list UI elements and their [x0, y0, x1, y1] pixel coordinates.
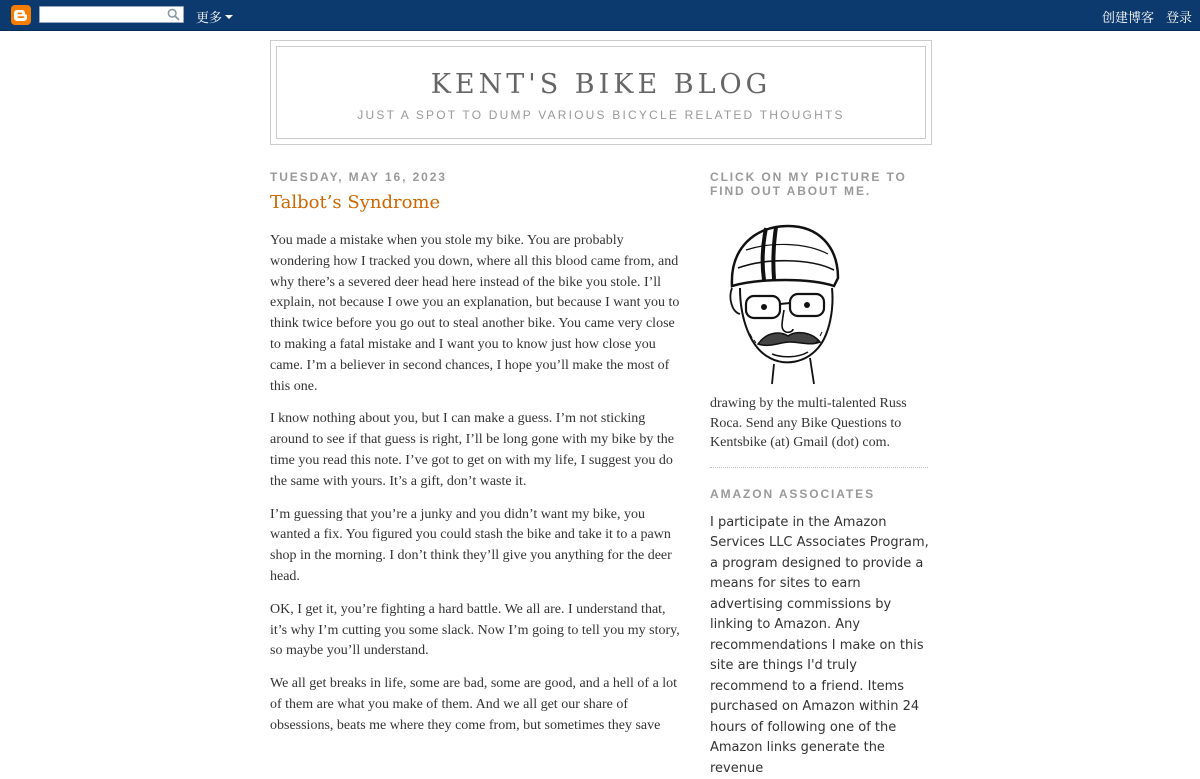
profile-widget: [710, 170, 932, 453]
profile-caption: drawing by the multi-talented Russ Roca. Send any Bike Questions to Kentsbike (at) Gmail (dot) com.: [710, 394, 932, 453]
login-link[interactable]: 登录: [1166, 7, 1192, 26]
blogger-logo-icon[interactable]: [11, 5, 31, 25]
blog-title[interactable]: KENT'S BIKE BLOG: [277, 47, 925, 100]
navbar-right-links: [1102, 7, 1192, 26]
main-column: [270, 170, 682, 749]
amazon-associates-widget: [710, 487, 932, 779]
navbar-search-box: [39, 6, 184, 23]
post-body: [270, 231, 682, 737]
post-paragraph: OK, I get it, you’re fighting a hard battle. We all are. I understand that, it’s why I’m cutting you some slack. Now I’m going to tell you my story, so maybe you’ll understand.: [270, 600, 682, 662]
post-title-link[interactable]: Talbot’s Syndrome: [270, 192, 440, 213]
post-paragraph: I know nothing about you, but I can make a guess. I’m not sticking around to see if that guess is right, I’ll be long gone with my bike by the time you read this note. I’ve got to get on with my life, I suggest you do the same with yours. It’s a gift, don’t waste it.: [270, 409, 682, 492]
post-title: [270, 192, 682, 213]
create-blog-link[interactable]: 创建博客: [1102, 7, 1154, 26]
blog-header-inner: [276, 46, 926, 139]
search-icon[interactable]: [167, 8, 180, 21]
amazon-disclosure-text: I participate in the Amazon Services LLC Associates Program, a program designed to provide a means for sites to earn advertising commissions by linking to Amazon. Any recommendations I make on this site are things I'd truly recommend to a friend. Items purchased on Amazon within 24 hours of following one of the Amazon links generate the revenue: [710, 513, 932, 779]
post-paragraph: I’m guessing that you’re a junky and you didn’t want my bike, you wanted a fix. You figured you could stash the bike and take it to a pawn shop in the morning. I don’t think they’ll give you anything for the deer head.: [270, 505, 682, 588]
post-date: TUESDAY, MAY 16, 2023: [270, 170, 682, 184]
blogger-navbar: [0, 0, 1200, 31]
post-paragraph: We all get breaks in life, some are bad, some are good, and a hell of a lot of them are what you make of them. And we all get our share of obsessions, beats me where they come from, but sometimes they save: [270, 674, 682, 736]
sidebar: [710, 170, 932, 779]
navbar-search-input[interactable]: [40, 12, 168, 27]
blog-description: JUST A SPOT TO DUMP VARIOUS BICYCLE RELATED THOUGHTS: [277, 108, 925, 122]
amazon-widget-title: AMAZON ASSOCIATES: [710, 487, 932, 501]
blog-header: [270, 40, 932, 145]
caret-down-icon: [225, 14, 233, 20]
profile-widget-title: CLICK ON MY PICTURE TO FIND OUT ABOUT ME.: [710, 170, 932, 198]
widget-divider: [710, 467, 928, 468]
navbar-more-menu[interactable]: [196, 7, 233, 26]
navbar-more-label: 更多: [196, 7, 222, 26]
post-paragraph: You made a mistake when you stole my bike. You are probably wondering how I tracked you down, where all this blood came from, and why there’s a severed deer head here instead of the bike you stole. I’ll explain, not because I owe you an explanation, but because I want you to think twice before you go out to steal another bike. You came very close to making a fatal mistake and I want you to know just how close you came. I’m a believer in second chances, I hope you’ll make the most of this one.: [270, 231, 682, 397]
profile-picture[interactable]: [710, 208, 860, 388]
